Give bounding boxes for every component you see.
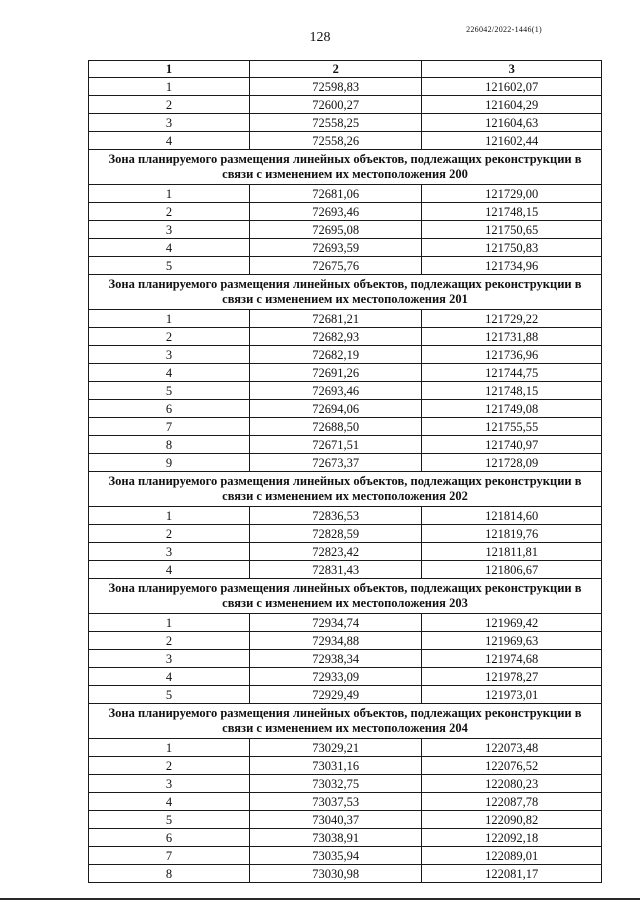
y-coordinate-cell: 121604,63 — [422, 114, 602, 132]
x-coordinate-cell: 73031,16 — [249, 757, 422, 775]
x-coordinate-cell: 72681,21 — [249, 310, 422, 328]
point-number-cell: 8 — [89, 865, 250, 883]
point-number-cell: 8 — [89, 436, 250, 454]
point-number-cell: 5 — [89, 811, 250, 829]
table-row — [89, 811, 602, 829]
point-number-cell: 2 — [89, 525, 250, 543]
point-number-cell: 1 — [89, 614, 250, 632]
coordinates-table — [88, 60, 602, 883]
y-coordinate-cell: 121728,09 — [422, 454, 602, 472]
point-number-cell: 4 — [89, 561, 250, 579]
y-coordinate-cell: 121731,88 — [422, 328, 602, 346]
point-number-cell: 4 — [89, 239, 250, 257]
table-row — [89, 310, 602, 328]
zone-title: Зона планируемого размещения линейных объектов, подлежащих реконструкции в связи с изменением их местоположения 203 — [89, 579, 602, 614]
table-row — [89, 507, 602, 525]
point-number-cell: 1 — [89, 507, 250, 525]
zone-title-row — [89, 472, 602, 507]
y-coordinate-cell: 121974,68 — [422, 650, 602, 668]
y-coordinate-cell: 122089,01 — [422, 847, 602, 865]
point-number-cell: 2 — [89, 757, 250, 775]
y-coordinate-cell: 121602,44 — [422, 132, 602, 150]
table-row — [89, 382, 602, 400]
table-row — [89, 561, 602, 579]
point-number-cell: 5 — [89, 257, 250, 275]
point-number-cell: 3 — [89, 543, 250, 561]
y-coordinate-cell: 121750,83 — [422, 239, 602, 257]
y-coordinate-cell: 121740,97 — [422, 436, 602, 454]
table-row — [89, 257, 602, 275]
y-coordinate-cell: 122092,18 — [422, 829, 602, 847]
y-coordinate-cell: 121602,07 — [422, 78, 602, 96]
point-number-cell: 4 — [89, 364, 250, 382]
table-row — [89, 346, 602, 364]
column-header-number: 1 — [89, 61, 250, 78]
table-row — [89, 418, 602, 436]
table-row — [89, 436, 602, 454]
table-row — [89, 221, 602, 239]
zone-title: Зона планируемого размещения линейных объектов, подлежащих реконструкции в связи с изменением их местоположения 204 — [89, 704, 602, 739]
y-coordinate-cell: 121755,55 — [422, 418, 602, 436]
y-coordinate-cell: 121811,81 — [422, 543, 602, 561]
y-coordinate-cell: 121604,29 — [422, 96, 602, 114]
x-coordinate-cell: 72695,08 — [249, 221, 422, 239]
table-row — [89, 668, 602, 686]
y-coordinate-cell: 121973,01 — [422, 686, 602, 704]
point-number-cell: 4 — [89, 668, 250, 686]
table-row — [89, 328, 602, 346]
bottom-scan-border — [0, 898, 640, 900]
zone-title: Зона планируемого размещения линейных объектов, подлежащих реконструкции в связи с изменением их местоположения 200 — [89, 150, 602, 185]
document-id: 226042/2022-1446(1) — [466, 25, 542, 34]
point-number-cell: 1 — [89, 78, 250, 96]
y-coordinate-cell: 122076,52 — [422, 757, 602, 775]
x-coordinate-cell: 72688,50 — [249, 418, 422, 436]
table-row — [89, 865, 602, 883]
point-number-cell: 7 — [89, 418, 250, 436]
x-coordinate-cell: 72938,34 — [249, 650, 422, 668]
x-coordinate-cell: 72836,53 — [249, 507, 422, 525]
x-coordinate-cell: 72558,26 — [249, 132, 422, 150]
y-coordinate-cell: 121744,75 — [422, 364, 602, 382]
y-coordinate-cell: 121749,08 — [422, 400, 602, 418]
point-number-cell: 6 — [89, 829, 250, 847]
point-number-cell: 1 — [89, 185, 250, 203]
x-coordinate-cell: 72682,93 — [249, 328, 422, 346]
x-coordinate-cell: 73037,53 — [249, 793, 422, 811]
y-coordinate-cell: 121819,76 — [422, 525, 602, 543]
x-coordinate-cell: 72693,46 — [249, 382, 422, 400]
y-coordinate-cell: 122087,78 — [422, 793, 602, 811]
x-coordinate-cell: 72681,06 — [249, 185, 422, 203]
x-coordinate-cell: 72671,51 — [249, 436, 422, 454]
y-coordinate-cell: 121729,00 — [422, 185, 602, 203]
x-coordinate-cell: 72673,37 — [249, 454, 422, 472]
zone-title: Зона планируемого размещения линейных объектов, подлежащих реконструкции в связи с изменением их местоположения 202 — [89, 472, 602, 507]
table-row — [89, 114, 602, 132]
x-coordinate-cell: 72600,27 — [249, 96, 422, 114]
table-row — [89, 543, 602, 561]
x-coordinate-cell: 72682,19 — [249, 346, 422, 364]
x-coordinate-cell: 72693,59 — [249, 239, 422, 257]
point-number-cell: 5 — [89, 686, 250, 704]
table-row — [89, 132, 602, 150]
x-coordinate-cell: 73029,21 — [249, 739, 422, 757]
x-coordinate-cell: 73032,75 — [249, 775, 422, 793]
x-coordinate-cell: 72831,43 — [249, 561, 422, 579]
x-coordinate-cell: 72675,76 — [249, 257, 422, 275]
y-coordinate-cell: 122080,23 — [422, 775, 602, 793]
point-number-cell: 2 — [89, 96, 250, 114]
x-coordinate-cell: 72828,59 — [249, 525, 422, 543]
point-number-cell: 4 — [89, 132, 250, 150]
table-row — [89, 614, 602, 632]
table-row — [89, 757, 602, 775]
point-number-cell: 2 — [89, 203, 250, 221]
table-row — [89, 96, 602, 114]
zone-title: Зона планируемого размещения линейных объектов, подлежащих реконструкции в связи с изменением их местоположения 201 — [89, 275, 602, 310]
column-header-x: 2 — [249, 61, 422, 78]
y-coordinate-cell: 121748,15 — [422, 203, 602, 221]
table-row — [89, 78, 602, 96]
y-coordinate-cell: 122090,82 — [422, 811, 602, 829]
y-coordinate-cell: 121729,22 — [422, 310, 602, 328]
point-number-cell: 9 — [89, 454, 250, 472]
point-number-cell: 2 — [89, 328, 250, 346]
table-row — [89, 239, 602, 257]
zone-title-row — [89, 275, 602, 310]
zone-title-row — [89, 704, 602, 739]
x-coordinate-cell: 72693,46 — [249, 203, 422, 221]
table-row — [89, 650, 602, 668]
point-number-cell: 3 — [89, 114, 250, 132]
y-coordinate-cell: 121969,63 — [422, 632, 602, 650]
point-number-cell: 7 — [89, 847, 250, 865]
y-coordinate-cell: 121748,15 — [422, 382, 602, 400]
y-coordinate-cell: 121734,96 — [422, 257, 602, 275]
table-row — [89, 775, 602, 793]
x-coordinate-cell: 73035,94 — [249, 847, 422, 865]
x-coordinate-cell: 73040,37 — [249, 811, 422, 829]
table-row — [89, 364, 602, 382]
point-number-cell: 4 — [89, 793, 250, 811]
table-row — [89, 454, 602, 472]
table-row — [89, 847, 602, 865]
table-row — [89, 739, 602, 757]
y-coordinate-cell: 122081,17 — [422, 865, 602, 883]
page-number: 128 — [309, 30, 331, 45]
y-coordinate-cell: 121750,65 — [422, 221, 602, 239]
x-coordinate-cell: 72558,25 — [249, 114, 422, 132]
x-coordinate-cell: 72929,49 — [249, 686, 422, 704]
point-number-cell: 3 — [89, 346, 250, 364]
table-header-row — [89, 61, 602, 78]
zone-title-row — [89, 579, 602, 614]
point-number-cell: 5 — [89, 382, 250, 400]
x-coordinate-cell: 72934,74 — [249, 614, 422, 632]
point-number-cell: 2 — [89, 632, 250, 650]
zone-title-row — [89, 150, 602, 185]
x-coordinate-cell: 73030,98 — [249, 865, 422, 883]
x-coordinate-cell: 73038,91 — [249, 829, 422, 847]
point-number-cell: 3 — [89, 775, 250, 793]
point-number-cell: 1 — [89, 310, 250, 328]
table-row — [89, 525, 602, 543]
table-row — [89, 686, 602, 704]
x-coordinate-cell: 72933,09 — [249, 668, 422, 686]
x-coordinate-cell: 72691,26 — [249, 364, 422, 382]
table-row — [89, 185, 602, 203]
y-coordinate-cell: 121736,96 — [422, 346, 602, 364]
x-coordinate-cell: 72823,42 — [249, 543, 422, 561]
column-header-y: 3 — [422, 61, 602, 78]
table-row — [89, 829, 602, 847]
table-row — [89, 203, 602, 221]
point-number-cell: 3 — [89, 221, 250, 239]
y-coordinate-cell: 121814,60 — [422, 507, 602, 525]
y-coordinate-cell: 121806,67 — [422, 561, 602, 579]
table-row — [89, 400, 602, 418]
y-coordinate-cell: 121969,42 — [422, 614, 602, 632]
y-coordinate-cell: 122073,48 — [422, 739, 602, 757]
table-row — [89, 632, 602, 650]
table-row — [89, 793, 602, 811]
point-number-cell: 6 — [89, 400, 250, 418]
x-coordinate-cell: 72598,83 — [249, 78, 422, 96]
x-coordinate-cell: 72934,88 — [249, 632, 422, 650]
point-number-cell: 1 — [89, 739, 250, 757]
y-coordinate-cell: 121978,27 — [422, 668, 602, 686]
x-coordinate-cell: 72694,06 — [249, 400, 422, 418]
point-number-cell: 3 — [89, 650, 250, 668]
